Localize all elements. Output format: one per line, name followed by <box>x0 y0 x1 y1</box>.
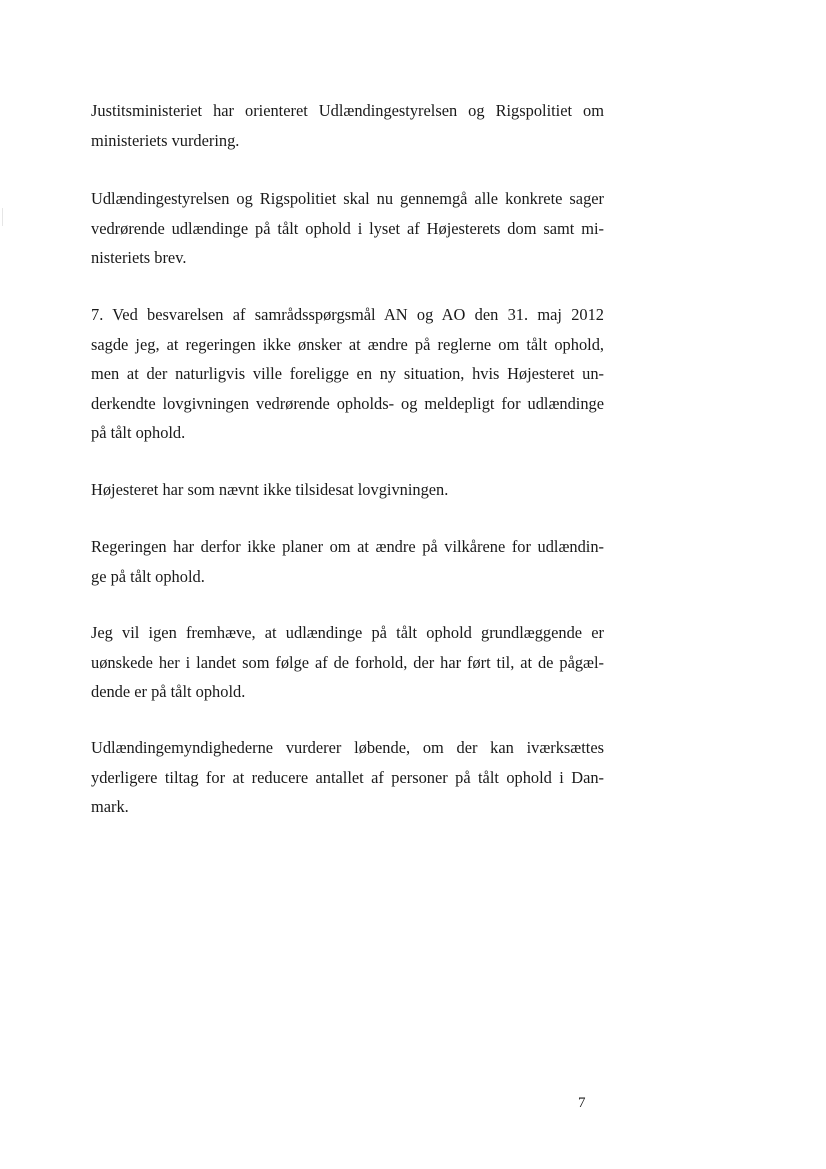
paragraph-line: dende er på tålt ophold. <box>91 682 246 702</box>
paragraph-2 <box>91 184 604 273</box>
paragraph-line: mark. <box>91 797 129 817</box>
scan-edge-mark <box>2 208 3 226</box>
paragraph-line: yderligere tiltag for at reducere antallet af personer på tålt ophold i Dan- <box>91 767 604 787</box>
paragraph-1 <box>91 96 604 155</box>
paragraph-line: vedrørende udlændinge på tålt ophold i lyset af Højesterets dom samt mi- <box>91 218 604 238</box>
paragraph-3 <box>91 300 604 448</box>
paragraph-line: sagde jeg, at regeringen ikke ønsker at ændre på reglerne om tålt ophold, <box>91 334 604 354</box>
paragraph-line: 7. Ved besvarelsen af samrådsspørgsmål AN og AO den 31. maj 2012 <box>91 305 604 324</box>
paragraph-line: derkendte lovgivningen vedrørende opholds- og meldepligt for udlændinge <box>91 393 604 413</box>
paragraph-line: ministeriets vurdering. <box>91 130 240 150</box>
paragraph-line: men at der naturligvis ville foreligge en ny situation, hvis Højesteret un- <box>91 364 604 384</box>
paragraph-line: på tålt ophold. <box>91 423 186 443</box>
paragraph-line: Regeringen har derfor ikke planer om at ændre på vilkårene for udlændin- <box>91 537 604 556</box>
paragraph-5 <box>91 532 604 591</box>
paragraph-line: Jeg vil igen fremhæve, at udlændinge på tålt ophold grundlæggende er <box>91 623 604 642</box>
page-number: 7 <box>578 1095 586 1111</box>
paragraph-line: uønskede her i landet som følge af de forhold, der har ført til, at de pågæl- <box>91 652 604 672</box>
paragraph-line: nisteriets brev. <box>91 248 187 268</box>
paragraph-6 <box>91 618 604 707</box>
paragraph-line: Udlændingemyndighederne vurderer løbende, om der kan iværksættes <box>91 738 604 757</box>
paragraph-line: Justitsministeriet har orienteret Udlændingestyrelsen og Rigspolitiet om <box>91 101 604 120</box>
paragraph-7 <box>91 733 604 822</box>
paragraph-4 <box>91 475 604 505</box>
paragraph-line: Højesteret har som nævnt ikke tilsidesat lovgivningen. <box>91 480 449 499</box>
paragraph-line: ge på tålt ophold. <box>91 566 205 586</box>
paragraph-line: Udlændingestyrelsen og Rigspolitiet skal nu gennemgå alle konkrete sager <box>91 189 604 208</box>
